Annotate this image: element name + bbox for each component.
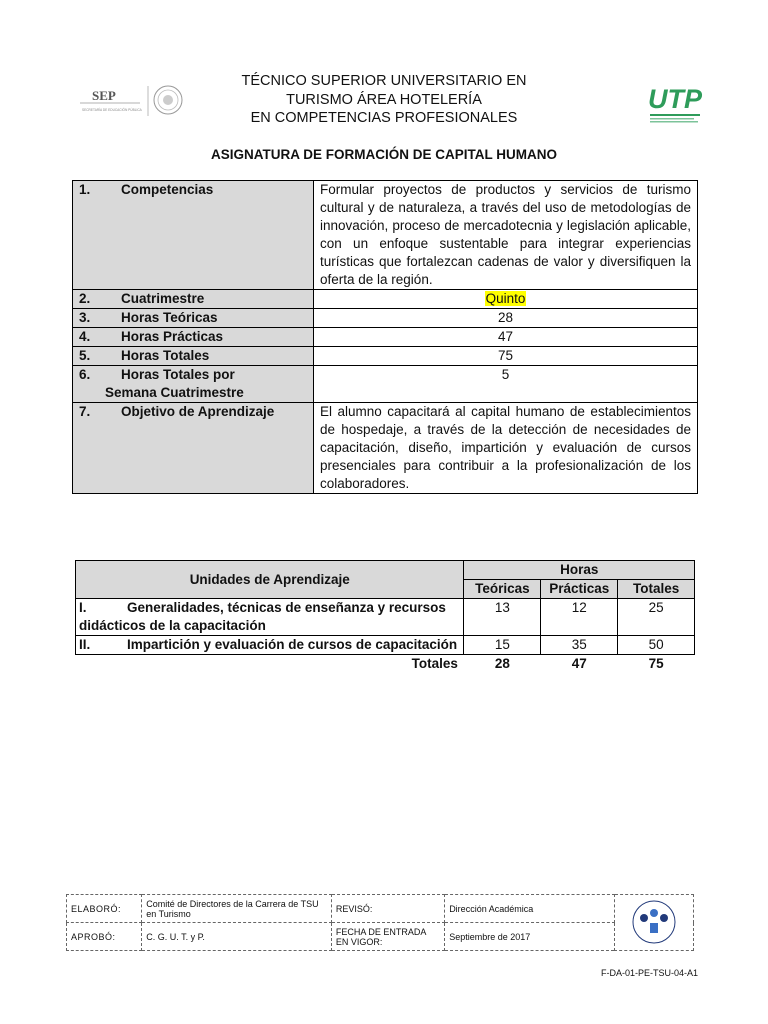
info-row-objetivo: 7. Objetivo de Aprendizaje El alumno capacitará al capital humano de establecimientos de hospedaje, a través de la detección de necesidades de capacitación, diseño, impartición y evaluación de cursos presenciales para contribuir a la profesionalización de los colaboradores. [73, 403, 698, 494]
competencias-value: Formular proyectos de productos y servicios de turismo cultural y de naturaleza, a través del uso de metodologías de innovación, proceso de mercadotecnia y legislación aplicable, con un enfoque sustentable para integrar experiencias turísticas que fortalezcan cadenas de valor y diversifiquen la oferta de la región. [314, 181, 698, 290]
institution-seal [614, 895, 693, 951]
row-label-2: Semana Cuatrimestre [105, 385, 244, 400]
info-row-horas-teoricas: 3. Horas Teóricas 28 [73, 309, 698, 328]
reviso-value: Dirección Académica [445, 895, 615, 923]
totals-label: Totales [411, 656, 458, 671]
row-label: Horas Totales por [121, 367, 235, 382]
horas-semana-value: 5 [314, 366, 698, 403]
svg-text:UTP: UTP [648, 84, 702, 114]
horas-practicas-value: 47 [314, 328, 698, 347]
total-teoricas: 28 [494, 656, 510, 671]
learning-units-table [75, 560, 695, 673]
approval-footer [66, 894, 694, 951]
title-line-3: EN COMPETENCIAS PROFESIONALES [250, 110, 518, 126]
title-line-1: TÉCNICO SUPERIOR UNIVERSITARIO EN [241, 73, 527, 89]
row-label: Horas Teóricas [121, 310, 218, 325]
svg-text:SEP: SEP [92, 88, 116, 103]
reviso-label: REVISÓ: [331, 895, 444, 923]
info-row-horas-totales: 5. Horas Totales 75 [73, 347, 698, 366]
row-label: Objetivo de Aprendizaje [121, 404, 275, 419]
svg-text:SECRETARÍA DE EDUCACIÓN PÚBLIC: SECRETARÍA DE EDUCACIÓN PÚBLICA [82, 108, 142, 112]
table-row: II. Impartición y evaluación de cursos de capacitación 15 35 50 [76, 636, 695, 655]
title-line-2: TURISMO ÁREA HOTELERÍA [286, 91, 482, 108]
unit-name: Impartición y evaluación de cursos de capacitación [127, 637, 458, 652]
totals-row [76, 655, 695, 674]
info-row-competencias: 1. Competencias Formular proyectos de productos y servicios de turismo cultural y de naturaleza, a través del uso de metodologías de innovación, proceso de mercadotecnia y legislación aplicable, con un enfoque sustentable para integrar experiencias turísticas que fortalezcan cadenas de valor y diversifiquen la oferta de la región. [73, 181, 698, 290]
fecha-value: Septiembre de 2017 [445, 923, 615, 951]
aprobo-label: APROBÓ: [67, 923, 142, 951]
header-unidades: Unidades de Aprendizaje [76, 561, 464, 599]
header-practicas: Prácticas [541, 580, 618, 599]
info-row-horas-practicas: 4. Horas Prácticas 47 [73, 328, 698, 347]
cuatrimestre-value: Quinto [485, 291, 526, 306]
seal-icon [627, 899, 681, 945]
total-totales: 75 [648, 656, 664, 671]
header-teoricas: Teóricas [464, 580, 541, 599]
subject-title: ASIGNATURA DE FORMACIÓN DE CAPITAL HUMANO [211, 147, 557, 162]
horas-teoricas-value: 28 [314, 309, 698, 328]
row-label: Competencias [121, 182, 214, 197]
row-label: Cuatrimestre [121, 291, 205, 306]
elaboro-value: Comité de Directores de la Carrera de TSU en Turismo [142, 895, 332, 923]
info-row-cuatrimestre: 2. Cuatrimestre Quinto [73, 290, 698, 309]
info-row-horas-semana: 6. Horas Totales por Semana Cuatrimestre 5 [73, 366, 698, 403]
program-title [0, 72, 768, 128]
header-horas: Horas [464, 561, 695, 580]
subject-info-table [72, 180, 698, 494]
fecha-label: FECHA DE ENTRADA EN VIGOR: [331, 923, 444, 951]
aprobo-value: C. G. U. T. y P. [142, 923, 332, 951]
row-label: Horas Totales [121, 348, 210, 363]
row-label: Horas Prácticas [121, 329, 224, 344]
unit-name: Generalidades, técnicas de enseñanza y recursos didácticos de la capacitación [79, 600, 446, 633]
table-row: I. Generalidades, técnicas de enseñanza y recursos didácticos de la capacitación 13 12 25 [76, 599, 695, 636]
document-code: F-DA-01-PE-TSU-04-A1 [600, 968, 698, 978]
header-totales: Totales [618, 580, 695, 599]
total-practicas: 47 [571, 656, 587, 671]
elaboro-label: ELABORÓ: [67, 895, 142, 923]
horas-totales-value: 75 [314, 347, 698, 366]
objetivo-value: El alumno capacitará al capital humano de establecimientos de hospedaje, a través de la detección de necesidades de capacitación, diseño, impartición y evaluación de cursos presenciales para contribuir a la profesionalización de los colaboradores. [314, 403, 698, 494]
